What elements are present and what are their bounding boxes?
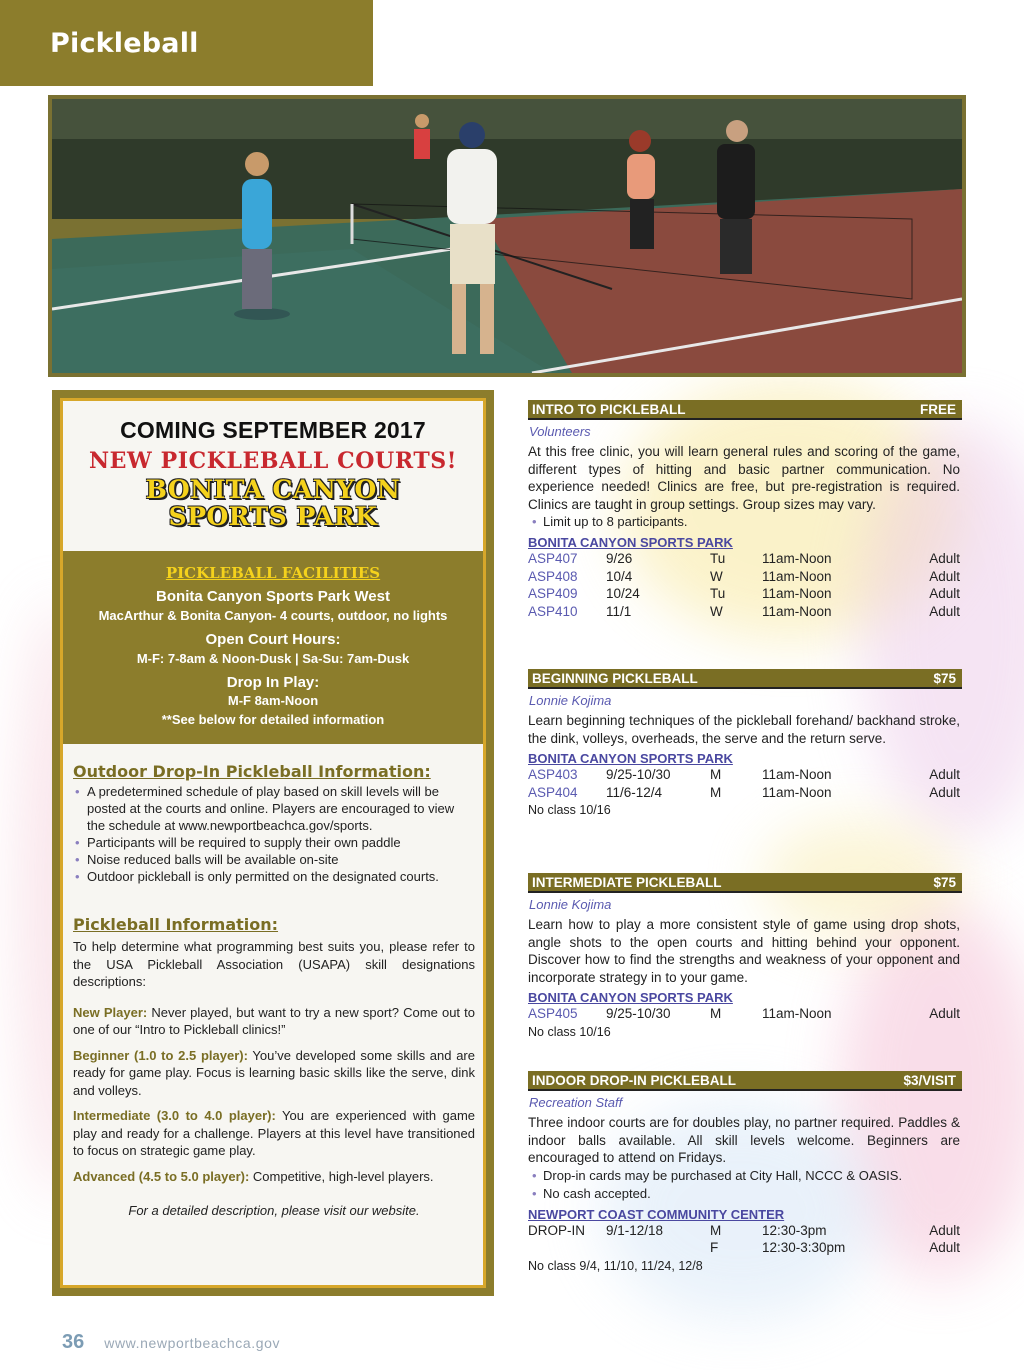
- course-day: M: [710, 767, 722, 782]
- level-label: New Player:: [73, 1004, 148, 1020]
- course-day: M: [710, 784, 722, 800]
- course-dates: 11/1: [606, 603, 632, 619]
- facilities-panel: [52, 390, 494, 1296]
- course-price: FREE: [919, 401, 956, 417]
- facilities-panel-inner: [60, 398, 486, 1288]
- level-beginner: [73, 1047, 475, 1100]
- course-dates: 10/24: [606, 586, 640, 601]
- schedule-row: [528, 569, 962, 587]
- list-item: • Outdoor pickleball is only permitted on the designated courts.: [73, 868, 475, 885]
- dropin-value: M-F 8am-Noon: [227, 693, 319, 708]
- course-schedule: [528, 551, 962, 621]
- course-intermediate: [528, 873, 962, 1039]
- course-instructor: Lonnie Kojima: [529, 693, 612, 708]
- course-age: Adult: [929, 1240, 960, 1255]
- course-code: ASP410: [528, 603, 578, 619]
- course-description: Learn beginning techniques of the pickleball forehand/ backhand stroke, the dink, volleys, overheads, the serve and the return serve.: [528, 713, 960, 746]
- course-title: INTRO TO PICKLEBALL: [532, 401, 686, 417]
- pickleball-info-heading: Pickleball Information:: [73, 915, 279, 934]
- pickleball-info-section: [73, 915, 475, 1220]
- course-description: At this free clinic, you will learn general rules and scoring of the game, different types of hitting and basic partner communication. No experience needed! Clinics are free, but pre-registration is required. Clinics are taught in group settings. Group sizes may vary.: [528, 444, 960, 512]
- course-day: Tu: [710, 586, 726, 601]
- section-header: [0, 0, 373, 86]
- course-indoor-dropin: [528, 1071, 962, 1273]
- course-age: Adult: [929, 603, 960, 619]
- facilities-note: **See below for detailed information: [161, 712, 385, 727]
- course-title: INTERMEDIATE PICKLEBALL: [532, 874, 722, 890]
- schedule-row: [528, 785, 962, 803]
- course-location: BONITA CANYON SPORTS PARK: [528, 990, 733, 1005]
- course-day: W: [710, 568, 723, 584]
- course-age: Adult: [929, 586, 960, 601]
- course-dates: 10/4: [606, 568, 633, 584]
- section-title: Pickleball: [50, 28, 199, 59]
- course-title-bar: [528, 400, 962, 420]
- course-price: $75: [933, 670, 956, 686]
- course-time: 11am-Noon: [762, 784, 832, 800]
- park-name-line1: BONITA CANYON: [145, 475, 401, 504]
- course-title-bar: [528, 873, 962, 893]
- course-price: $75: [933, 874, 956, 890]
- level-advanced: [73, 1168, 475, 1186]
- course-code: ASP409: [528, 586, 578, 601]
- course-code: ASP407: [528, 551, 578, 566]
- course-time: 11am-Noon: [762, 586, 832, 601]
- level-text: You’ve developed some skills and are ready for game play. Focus is learning basic skills like the serve, dink and volleys.: [73, 1047, 475, 1098]
- list-item: • Limit up to 8 participants.: [528, 513, 962, 531]
- new-courts-heading: NEW PICKLEBALL COURTS!: [88, 448, 458, 474]
- coming-soon-block: [63, 417, 483, 530]
- course-instructor: Lonnie Kojima: [529, 897, 612, 912]
- list-item: • Participants will be required to supply their own paddle: [73, 834, 475, 851]
- course-instructor: Recreation Staff: [529, 1095, 623, 1110]
- course-schedule: [528, 767, 962, 802]
- course-dates: 9/26: [606, 551, 633, 566]
- course-code: ASP405: [528, 1006, 578, 1021]
- course-age: Adult: [929, 1006, 960, 1021]
- course-bullets: [528, 513, 962, 531]
- website-link[interactable]: www.newportbeachca.gov: [104, 1335, 281, 1351]
- course-age: Adult: [929, 568, 960, 584]
- course-age: Adult: [929, 1222, 960, 1238]
- course-schedule: [528, 1223, 962, 1258]
- outdoor-info-section: [73, 762, 475, 885]
- level-intermediate: [73, 1107, 475, 1160]
- course-code: ASP408: [528, 568, 578, 584]
- level-text: Never played, but want to try a new sport? Come out to one of our “Intro to Pickleball clinics!”: [73, 1004, 476, 1037]
- page-footer: [62, 1331, 280, 1354]
- facilities-box: [63, 551, 483, 744]
- coming-date: COMING SEPTEMBER 2017: [120, 417, 426, 443]
- level-new-player: [73, 1004, 475, 1039]
- course-intro: [528, 400, 962, 621]
- course-code: DROP-IN: [528, 1222, 585, 1238]
- level-text: You are experienced with game play and ready for a challenge. Players at this level have transitioned to focus on strategic game play.: [73, 1108, 476, 1158]
- list-item: • Noise reduced balls will be available on-site: [73, 851, 475, 868]
- outdoor-info-list: [73, 783, 475, 885]
- page-number: 36: [62, 1331, 85, 1353]
- course-bullets: [528, 1167, 962, 1203]
- course-description: Learn how to play a more consistent style of game using drop shots, angle shots to the open courts and hitting behind your opponent. Discover how to find the strengths and weakness of your opponent and incorporate strategy in to your game.: [528, 917, 960, 985]
- course-schedule: [528, 1006, 962, 1024]
- course-day: F: [710, 1240, 719, 1255]
- level-label: Intermediate (3.0 to 4.0 player):: [73, 1108, 276, 1123]
- course-price: $3/VISIT: [903, 1072, 956, 1088]
- course-title-bar: [528, 1071, 962, 1091]
- course-instructor: Volunteers: [529, 424, 591, 439]
- schedule-row: [528, 586, 962, 604]
- course-title: BEGINNING PICKLEBALL: [532, 670, 698, 686]
- hours-label: Open Court Hours:: [205, 631, 341, 648]
- course-code: ASP403: [528, 767, 578, 782]
- facility-details: MacArthur & Bonita Canyon- 4 courts, outdoor, no lights: [98, 608, 448, 623]
- course-time: 11am-Noon: [762, 603, 832, 619]
- hours-value: M-F: 7-8am & Noon-Dusk | Sa-Su: 7am-Dusk: [136, 651, 410, 666]
- pickleball-photo: [48, 95, 966, 377]
- course-day: M: [710, 1006, 722, 1021]
- level-label: Advanced (4.5 to 5.0 player):: [73, 1168, 250, 1184]
- list-item: • Drop-in cards may be purchased at City Hall, NCCC & OASIS.: [528, 1167, 962, 1185]
- course-location: BONITA CANYON SPORTS PARK: [528, 751, 733, 766]
- course-time: 11am-Noon: [762, 568, 832, 584]
- dropin-label: Drop In Play:: [226, 674, 320, 691]
- course-age: Adult: [929, 767, 960, 782]
- website-note: For a detailed description, please visit our website.: [128, 1203, 420, 1218]
- course-time: 12:30-3pm: [762, 1222, 827, 1238]
- course-dates: 9/25-10/30: [606, 1006, 671, 1021]
- course-time: 11am-Noon: [762, 767, 832, 782]
- info-intro: To help determine what programming best suits you, please refer to the USA Pickleball Association (USAPA) skill designations descriptions:: [73, 939, 475, 989]
- course-location: BONITA CANYON SPORTS PARK: [528, 535, 733, 550]
- course-day: M: [710, 1222, 722, 1238]
- course-time: 12:30-3:30pm: [762, 1240, 846, 1255]
- facility-name: Bonita Canyon Sports Park West: [156, 588, 390, 605]
- course-dates: 11/6-12/4: [606, 784, 663, 800]
- list-item: • A predetermined schedule of play based on skill levels will be posted at the courts and online. Players are encouraged to view the schedule at www.newportbeachca.gov/sports.: [73, 783, 475, 834]
- park-name-line2: SPORTS PARK: [168, 502, 378, 531]
- course-dates: 9/1-12/18: [606, 1222, 664, 1238]
- list-item: • No cash accepted.: [528, 1185, 962, 1203]
- schedule-row: [528, 1006, 962, 1024]
- course-age: Adult: [929, 551, 960, 566]
- course-time: 11am-Noon: [762, 551, 832, 566]
- course-beginning: [528, 669, 962, 817]
- schedule-row: [528, 1223, 962, 1241]
- course-location: NEWPORT COAST COMMUNITY CENTER: [528, 1206, 785, 1222]
- schedule-row: [528, 604, 962, 622]
- course-dates: 9/25-10/30: [606, 767, 671, 782]
- course-title-bar: [528, 669, 962, 689]
- facilities-title: PICKLEBALL FACILITIES: [165, 564, 381, 582]
- course-day: Tu: [710, 551, 726, 566]
- course-day: W: [710, 603, 723, 619]
- course-age: Adult: [929, 784, 960, 800]
- course-code: ASP404: [528, 784, 578, 800]
- level-label: Beginner (1.0 to 2.5 player):: [73, 1047, 248, 1063]
- course-time: 11am-Noon: [762, 1006, 832, 1021]
- outdoor-info-heading: Outdoor Drop-In Pickleball Information:: [73, 762, 431, 781]
- level-text: Competitive, high-level players.: [249, 1168, 434, 1184]
- schedule-row: [528, 551, 962, 569]
- course-note: No class 10/16: [528, 1024, 611, 1039]
- course-title: INDOOR DROP-IN PICKLEBALL: [532, 1072, 736, 1088]
- course-note: No class 9/4, 11/10, 11/24, 12/8: [528, 1258, 703, 1273]
- schedule-row: [528, 767, 962, 785]
- course-description: Three indoor courts are for doubles play, no partner required. Paddles & indoor balls available. All skill levels welcome. Beginners are encouraged to attend on Fridays.: [528, 1115, 960, 1165]
- course-note: No class 10/16: [528, 803, 611, 817]
- schedule-row: [528, 1240, 962, 1258]
